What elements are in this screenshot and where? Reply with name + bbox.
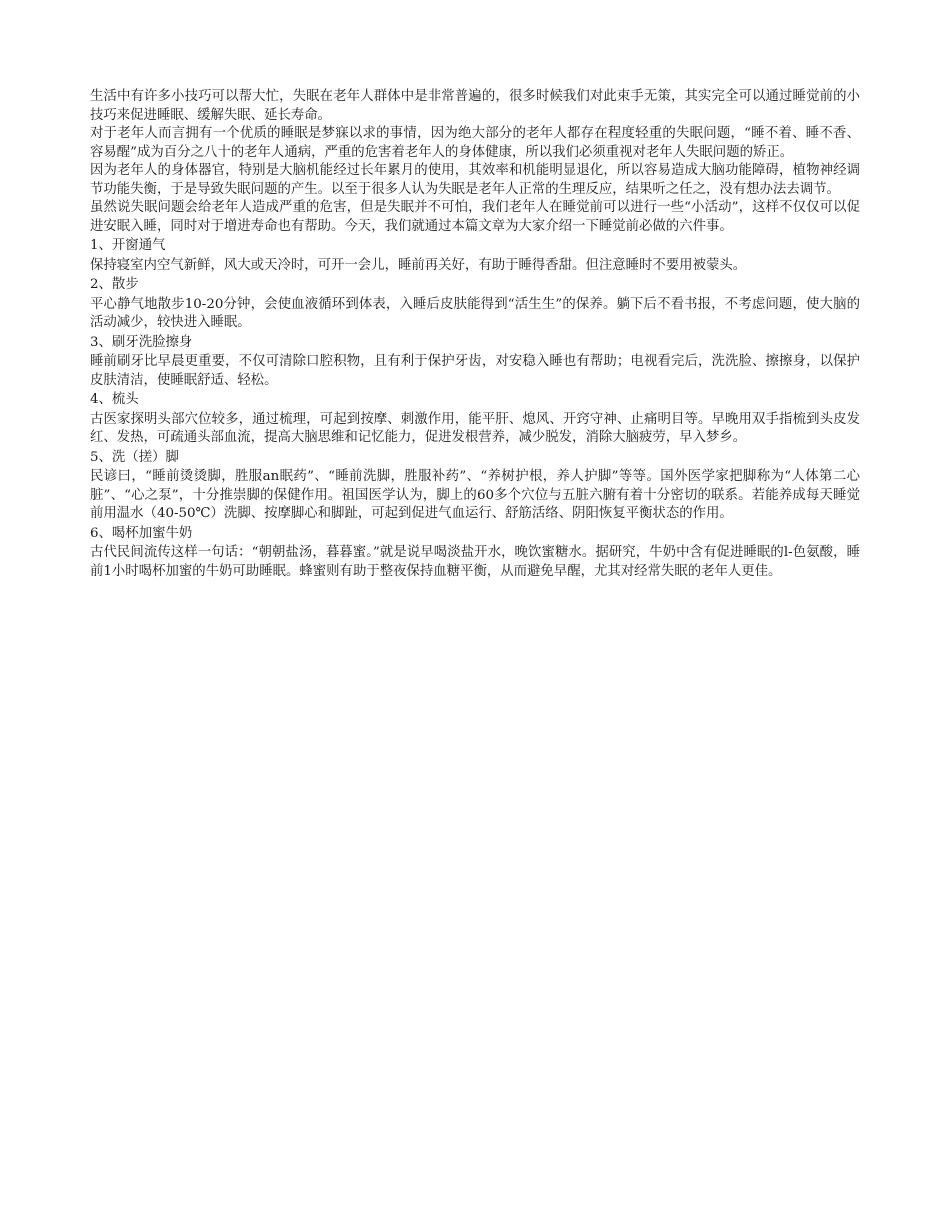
section-heading-4: 4、梳头: [90, 392, 139, 407]
intro-paragraph-2: 对于老年人而言拥有一个优质的睡眠是梦寐以求的事情，因为绝大部分的老年人都存在程度轻重的失眠问题，“睡不着、睡不香、容易醒”成为百分之八十的老年人通病，严重的危害着老年人的身体健康，所以我们必须重视对老年人失眠问题的矫正。: [90, 126, 860, 160]
section-body-6: 古代民间流传这样一句话：“朝朝盐汤，暮暮蜜。”就是说早喝淡盐开水，晚饮蜜糖水。据研究，牛奶中含有促进睡眠的l-色氨酸，睡前1小时喝杯加蜜的牛奶可助睡眠。蜂蜜则有助于整夜保持血糖平衡，从而避免早醒，尤其对经常失眠的老年人更佳。: [90, 545, 860, 579]
intro-paragraph-4: 虽然说失眠问题会给老年人造成严重的危害，但是失眠并不可怕，我们老年人在睡觉前可以进行一些“小活动”，这样不仅仅可以促进安眠入睡，同时对于增进寿命也有帮助。今天，我们就通过本篇文章为大家介绍一下睡觉前必做的六件事。: [90, 200, 860, 234]
section-heading-3: 3、刷牙洗脸擦身: [90, 334, 193, 350]
section-body-3: 睡前刷牙比早晨更重要，不仅可清除口腔积物，且有利于保护牙齿，对安稳入睡也有帮助；电视看完后，洗洗脸、擦擦身，以保护皮肤清洁，使睡眠舒适、轻松。: [90, 354, 860, 388]
section-heading-2: 2、散步: [90, 277, 139, 292]
intro-paragraph-3: 因为老年人的身体器官，特别是大脑机能经过长年累月的使用，其效率和机能明显退化，所以容易造成大脑功能障碍，植物神经调节功能失衡，于是导致失眠问题的产生。以至于很多人认为失眠是老年人正常的生理反应，结果听之任之，没有想办法去调节。: [90, 163, 860, 197]
section-heading-1: 1、开窗通气: [90, 238, 166, 253]
section-body-5: 民谚曰，“睡前烫烫脚，胜服an眠药”、“睡前洗脚，胜服补药”、“养树护根，养人护脚”等等。国外医学家把脚称为“人体第二心脏”、“心之泵”，十分推崇脚的保健作用。祖国医学认为，脚上的60多个穴位与五脏六腑有着十分密切的联系。若能养成每天睡觉前用温水（40-50℃）洗脚、按摩脚心和脚趾，可起到促进气血运行、舒筋活络、阴阳恢复平衡状态的作用。: [90, 469, 860, 521]
section-heading-6: 6、喝杯加蜜牛奶: [90, 525, 193, 541]
document-body: [90, 88, 860, 581]
intro-paragraph-1: 生活中有许多小技巧可以帮大忙，失眠在老年人群体中是非常普遍的，很多时候我们对此束手无策，其实完全可以通过睡觉前的小技巧来促进睡眠、缓解失眠、延长寿命。: [90, 89, 860, 123]
section-body-2: 平心静气地散步10-20分钟，会使血液循环到体表，入睡后皮肤能得到“活生生”的保养。躺下后不看书报，不考虑问题，使大脑的活动减少，较快进入睡眠。: [90, 296, 860, 330]
section-body-4: 古医家探明头部穴位较多，通过梳理，可起到按摩、刺激作用，能平肝、熄风、开窍守神、止痛明目等。早晚用双手指梳到头皮发红、发热，可疏通头部血流，提高大脑思维和记忆能力，促进发根营养，减少脱发，消除大脑疲劳，早入梦乡。: [90, 411, 860, 445]
section-heading-5: 5、洗（搓）脚: [90, 449, 179, 465]
section-body-1: 保持寝室内空气新鲜，风大或天冷时，可开一会儿，睡前再关好，有助于睡得香甜。但注意睡时不要用被蒙头。: [90, 257, 747, 273]
